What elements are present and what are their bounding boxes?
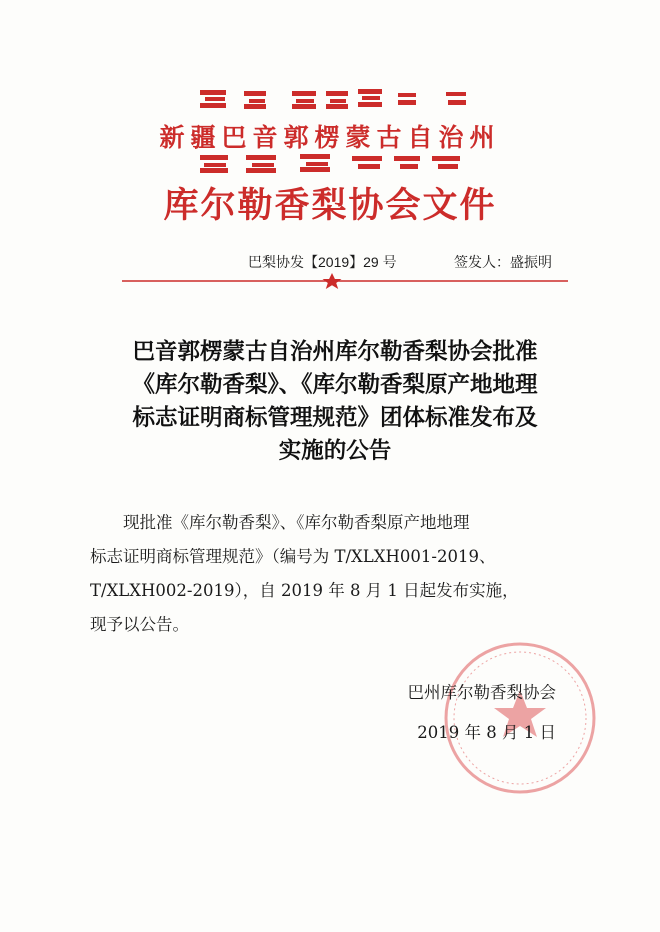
header-org-line: 新疆巴音郭楞蒙古自治州: [159, 123, 501, 152]
announcement-title: [90, 336, 580, 468]
signature-date: 2019 年 8 月 1 日: [417, 723, 556, 742]
mongolian-glyphs-top: [200, 89, 466, 109]
issuer: 签发人：盛振明: [454, 254, 552, 270]
header-divider: [122, 273, 568, 289]
announcement-title-line: 实施的公告: [278, 438, 392, 464]
official-seal-stamp: [440, 638, 600, 798]
body-line: 现予以公告。: [90, 615, 189, 634]
mongolian-script-line-bottom: [0, 150, 660, 174]
document-number: 巴梨协发【2019】29 号: [248, 254, 397, 270]
announcement-title-line: 标志证明商标管理规范》团体标准发布及: [132, 405, 538, 431]
star-icon: [323, 273, 342, 289]
mongolian-script-line-top: [0, 86, 660, 110]
announcement-title-line: 巴音郭楞蒙古自治州库尔勒香梨协会批准: [132, 339, 538, 365]
body-line: 现批准《库尔勒香梨》、《库尔勒香梨原产地地理: [123, 513, 470, 532]
mongolian-glyphs-bottom: [200, 154, 460, 173]
body-line: T/XLXH002-2019），自 2019 年 8 月 1 日起发布实施，: [90, 581, 519, 600]
announcement-body: [90, 506, 580, 642]
signature-org: 巴州库尔勒香梨协会: [407, 683, 556, 702]
body-line: 标志证明商标管理规范》（编号为 T/XLXH001-2019、: [90, 547, 496, 566]
document-title: 库尔勒香梨协会文件: [163, 185, 497, 226]
announcement-title-line: 《库尔勒香梨》、《库尔勒香梨原产地地理: [132, 372, 538, 398]
